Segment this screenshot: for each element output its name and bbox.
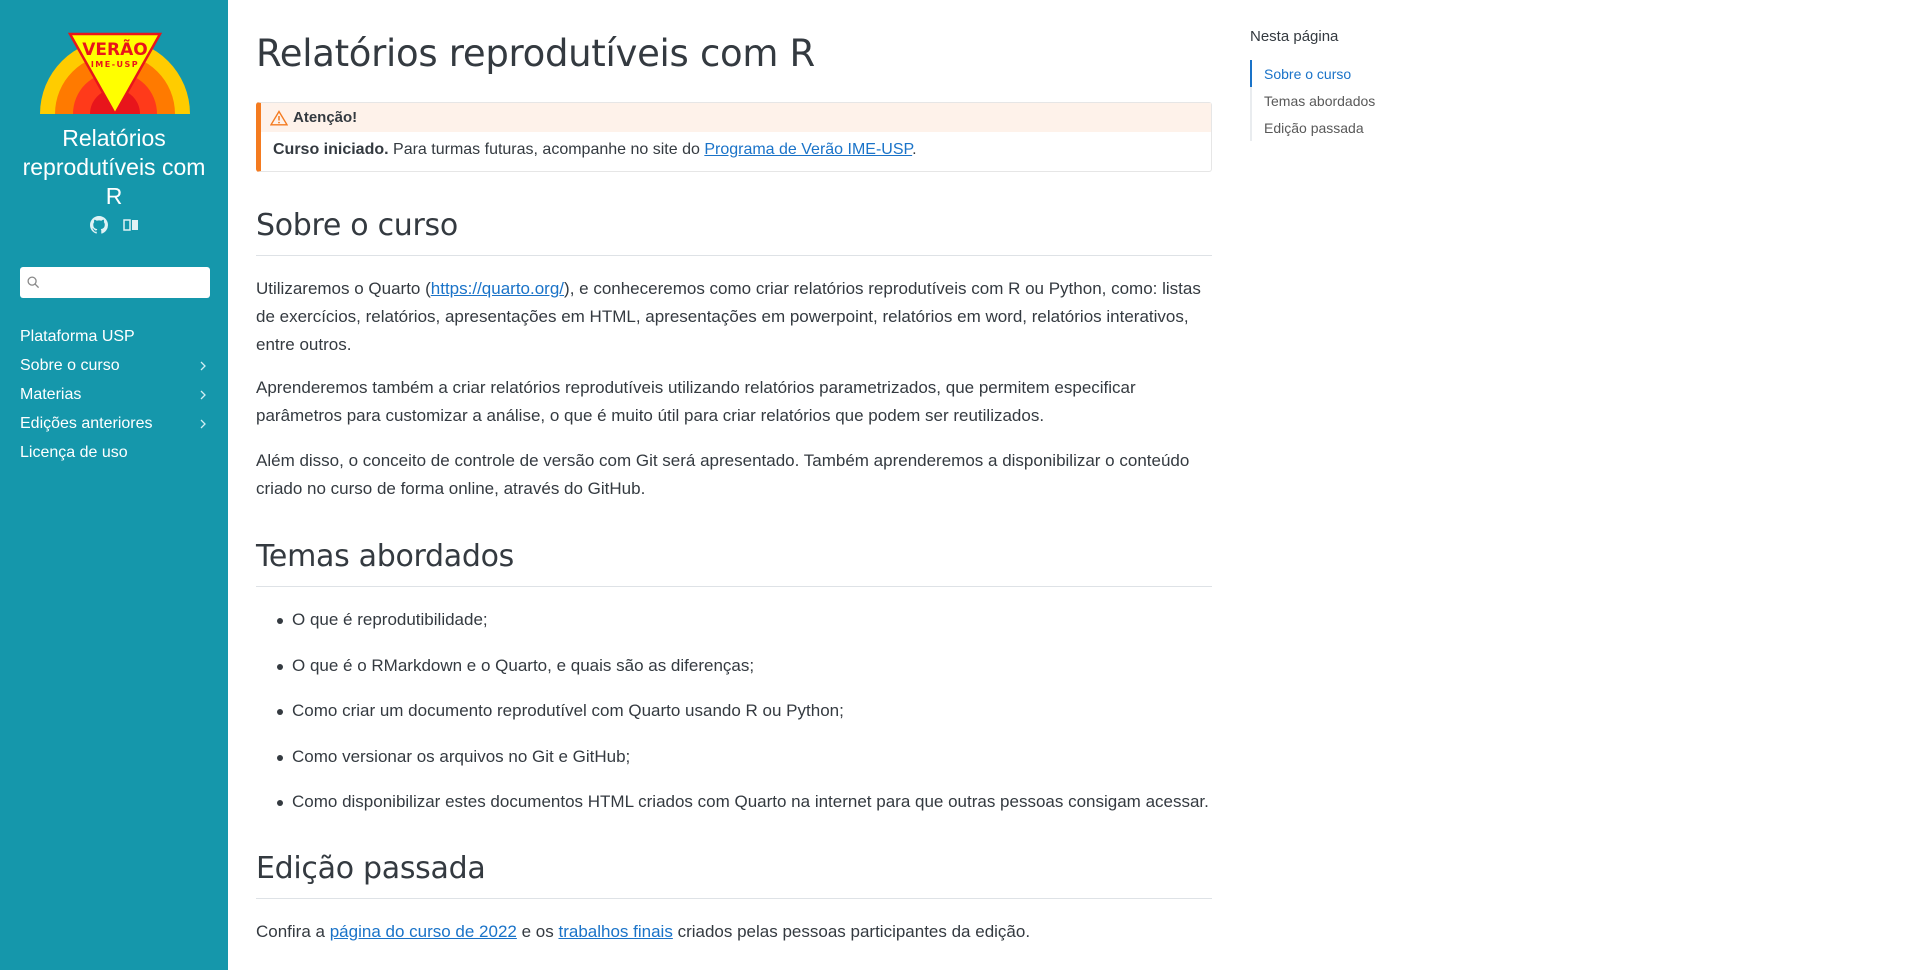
- chevron-right-icon[interactable]: [198, 418, 208, 430]
- sidebar-item-label: Materias: [20, 385, 82, 403]
- page-title: Relatórios reprodutíveis com R: [256, 32, 815, 75]
- sidebar: [0, 0, 228, 970]
- list-item: O que é reprodutibilidade;: [256, 606, 1212, 652]
- sobre-p1-text-b: ), e conheceremos como criar relatórios reprodutíveis com R ou Python, como: listas de exercícios, relatórios, apresentações em HTML, apresentações em powerpoint, relatórios em word, relatórios interativos, entre outros.: [256, 279, 1201, 354]
- callout-header: [261, 103, 1211, 132]
- verao-ime-usp-logo[interactable]: [40, 30, 190, 114]
- section-heading-temas: Temas abordados: [256, 539, 1212, 587]
- sidebar-item-materias[interactable]: [20, 380, 210, 409]
- section-heading-sobre: Sobre o curso: [256, 208, 1212, 256]
- toc-item-sobre-o-curso[interactable]: Sobre o curso: [1250, 60, 1470, 87]
- toc-list: [1250, 60, 1470, 141]
- sidebar-item-plataforma-usp[interactable]: [20, 322, 210, 351]
- sobre-paragraph-2: Aprenderemos também a criar relatórios reprodutíveis utilizando relatórios parametrizados, que permitem especificar parâmetros para customizar a análise, o que é muito útil para criar relatórios que podem ser reutilizados.: [256, 378, 1136, 425]
- list-item: Como disponibilizar estes documentos HTML criados com Quarto na internet para que outras pessoas consigam acessar.: [256, 788, 1212, 834]
- sidebar-item-sobre-o-curso[interactable]: [20, 351, 210, 380]
- sobre-paragraph-3: Além disso, o conceito de controle de versão com Git será apresentado. Também aprenderemos a disponibilizar o conteúdo criado no curso de forma online, através do GitHub.: [256, 451, 1190, 498]
- chevron-right-icon[interactable]: [198, 360, 208, 372]
- sidebar-item-label: Licença de uso: [20, 443, 128, 461]
- sidebar-item-licenca-de-uso[interactable]: [20, 438, 210, 467]
- warning-icon: [270, 110, 288, 126]
- page-toc: [1250, 28, 1470, 141]
- sidebar-item-label: Edições anteriores: [20, 414, 153, 432]
- sidebar-item-edicoes-anteriores[interactable]: [20, 409, 210, 438]
- sobre-p1-text-a: Utilizaremos o Quarto (: [256, 279, 431, 298]
- site-title[interactable]: Relatórios reprodutíveis com R: [22, 125, 206, 209]
- sidebar-item-label: Sobre o curso: [20, 356, 120, 374]
- chevron-right-icon[interactable]: [198, 389, 208, 401]
- search-box[interactable]: [20, 267, 210, 298]
- reader-mode-icon[interactable]: [122, 216, 140, 234]
- sobre-paragraph-1: [256, 275, 1212, 359]
- sidebar-item-label: Plataforma USP: [20, 327, 135, 345]
- edicao-text-a: Confira a: [256, 922, 325, 941]
- toc-title: Nesta página: [1250, 28, 1339, 45]
- edicao-text-c: criados pelas pessoas participantes da edição.: [677, 922, 1031, 941]
- topics-list: [256, 606, 1212, 834]
- callout-strong: Curso iniciado.: [273, 141, 389, 158]
- callout-title: Atenção!: [293, 109, 358, 126]
- svg-text:IME-USP: IME-USP: [90, 60, 140, 69]
- quarto-link[interactable]: https://quarto.org/: [430, 279, 565, 298]
- search-icon: [27, 276, 40, 289]
- sidebar-nav: [20, 322, 210, 467]
- programa-verao-link[interactable]: Programa de Verão IME-USP: [704, 141, 913, 158]
- pagina-curso-2022-link[interactable]: página do curso de 2022: [329, 922, 517, 941]
- list-item: O que é o RMarkdown e o Quarto, e quais são as diferenças;: [256, 652, 1212, 698]
- list-item: Como versionar os arquivos no Git e GitHub;: [256, 743, 1212, 789]
- list-item: Como criar um documento reprodutível com Quarto usando R ou Python;: [256, 697, 1212, 743]
- github-icon[interactable]: [90, 216, 108, 234]
- warning-callout: [256, 102, 1212, 172]
- callout-end: .: [912, 141, 917, 158]
- callout-text: Para turmas futuras, acompanhe no site do: [393, 141, 700, 158]
- search-input[interactable]: [46, 271, 196, 295]
- edicao-text-b: e os: [521, 922, 554, 941]
- section-heading-edicao: Edição passada: [256, 851, 1212, 899]
- trabalhos-finais-link[interactable]: trabalhos finais: [558, 922, 673, 941]
- toc-item-temas-abordados[interactable]: Temas abordados: [1250, 87, 1470, 114]
- svg-text:VERÃO: VERÃO: [82, 40, 148, 60]
- callout-body: [261, 132, 1211, 159]
- edicao-paragraph: [256, 918, 1212, 946]
- site-tools: [90, 216, 140, 234]
- toc-item-edicao-passada[interactable]: Edição passada: [1250, 114, 1470, 141]
